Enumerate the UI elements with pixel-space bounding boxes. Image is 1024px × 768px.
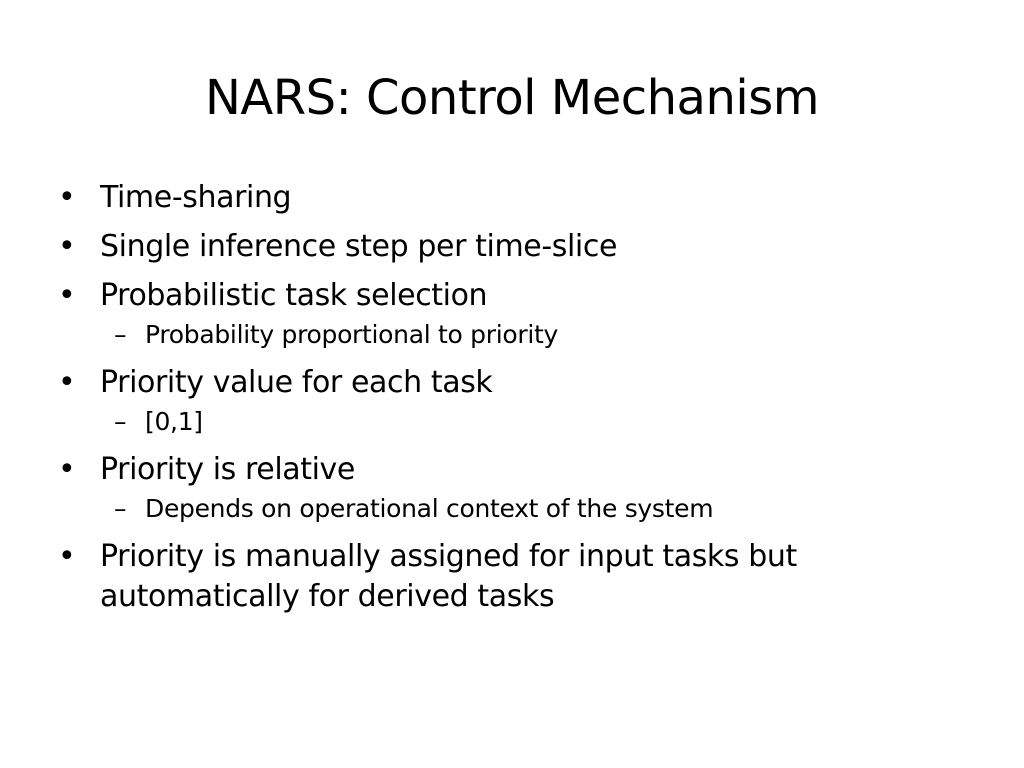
dash-icon: –: [114, 320, 127, 349]
bullet-dot-icon: •: [58, 452, 76, 487]
sub-bullet-text: Probability proportional to priority: [145, 320, 558, 349]
bullet-dot-icon: •: [58, 365, 76, 400]
bullet-dot-icon: •: [58, 539, 76, 574]
bullet-text: Priority value for each task: [100, 365, 493, 400]
bullet-item: [56, 363, 956, 441]
sub-bullet-list: [100, 490, 956, 528]
bullet-text: Single inference step per time-slice: [100, 229, 618, 264]
bullet-text: Time-sharing: [100, 180, 292, 215]
bullet-item: [56, 178, 956, 218]
bullet-dot-icon: •: [58, 229, 76, 264]
sub-bullet-item: [100, 403, 956, 441]
bullet-item: [56, 537, 956, 617]
bullet-item: [56, 450, 956, 528]
slide-title: NARS: Control Mechanism: [205, 70, 819, 126]
dash-icon: –: [114, 407, 127, 436]
bullet-item: [56, 227, 956, 267]
sub-bullet-item: [100, 490, 956, 528]
bullet-dot-icon: •: [58, 278, 76, 313]
sub-bullet-list: [100, 403, 956, 441]
sub-bullet-item: [100, 316, 956, 354]
bullet-text: Probabilistic task selection: [100, 278, 488, 313]
bullet-item: [56, 276, 956, 354]
dash-icon: –: [114, 494, 127, 523]
sub-bullet-text: Depends on operational context of the system: [145, 494, 714, 523]
bullet-text: Priority is manually assigned for input tasks but automatically for derived tasks: [100, 539, 797, 614]
sub-bullet-list: [100, 316, 956, 354]
bullet-dot-icon: •: [58, 180, 76, 215]
bullet-list: [56, 178, 956, 617]
sub-bullet-text: [0,1]: [145, 407, 203, 436]
bullet-text: Priority is relative: [100, 452, 355, 487]
